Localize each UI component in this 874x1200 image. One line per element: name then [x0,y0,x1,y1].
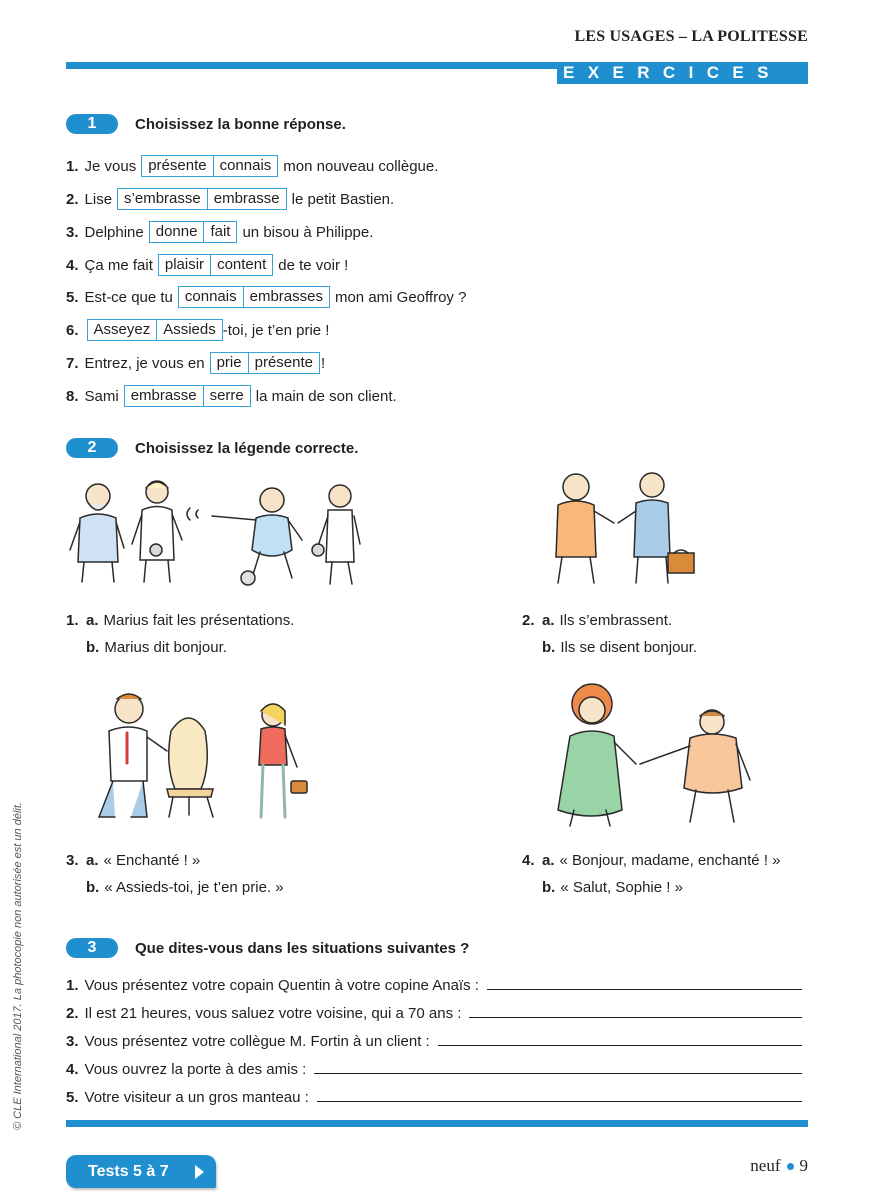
situation-text: Votre visiteur a un gros manteau : [84,1089,309,1106]
question-line [66,351,325,375]
caption-letter: b. [86,638,100,656]
choice-box [124,385,251,407]
caption-text[interactable]: Marius dit bonjour. [104,638,227,656]
caption-letter: a. [86,611,99,629]
choice-option[interactable]: Asseyez [93,321,151,338]
answer-blank[interactable] [438,1045,802,1046]
choice-option[interactable]: prie [216,354,242,371]
footer-rule [66,1120,808,1127]
question-text-after: mon ami Geoffroy ? [334,288,467,306]
exercise-title: Choisissez la légende correcte. [135,439,359,457]
answer-line [66,1056,802,1078]
page-number [750,1156,808,1176]
question-text-after: un bisou à Philippe. [242,223,374,241]
men-playing-petanque-illustration [62,470,362,590]
caption-number: 2. [522,611,535,629]
question-number: 4. [66,1061,79,1078]
caption-letter: b. [542,878,556,896]
couple-handshake-illustration [540,680,760,830]
question-number: 5. [66,1089,79,1106]
answer-blank[interactable] [317,1101,802,1102]
question-line [66,253,348,277]
choice-box [158,254,273,276]
question-text-before: Ça me fait [84,256,153,274]
man-offering-chair-illustration [85,685,325,830]
exercise-2-header [66,436,358,460]
tests-link-button[interactable] [66,1155,216,1188]
choice-option[interactable]: embrasse [207,189,286,209]
caption-option [66,609,294,631]
answer-line [66,1000,802,1022]
caption-option [522,609,672,631]
question-text-after: ! [320,354,326,372]
question-text-after: de te voir ! [278,256,349,274]
caption-option [86,876,284,898]
caption-option [86,636,227,658]
question-text-before: Entrez, je vous en [84,354,205,372]
question-text-before: Delphine [84,223,144,241]
exercise-number-badge: 2 [66,438,118,458]
exercise-number-badge: 3 [66,938,118,958]
caption-number: 3. [66,851,79,869]
question-number: 3. [66,1033,79,1050]
question-text-before: Lise [84,190,113,208]
play-arrow-icon [195,1165,204,1179]
answer-line [66,1028,802,1050]
question-line [66,384,397,408]
situation-text: Vous ouvrez la porte à des amis : [84,1061,307,1078]
question-number: 2. [66,1005,79,1022]
choice-box [141,155,278,177]
question-line [66,285,466,309]
choice-box [149,221,238,243]
question-line [66,154,438,178]
question-number: 3. [66,223,79,241]
choice-option[interactable]: présente [248,353,319,373]
caption-text[interactable]: « Enchanté ! » [103,851,201,869]
exercise-3-header [66,936,469,960]
question-text-before: Est-ce que tu [84,288,173,306]
situation-text: Il est 21 heures, vous saluez votre voisine, qui a 70 ans : [84,1005,462,1022]
question-number: 8. [66,387,79,405]
question-number: 1. [66,977,79,994]
choice-option[interactable]: embrasse [130,387,197,404]
answer-blank[interactable] [314,1073,802,1074]
choice-box [178,286,330,308]
choice-option[interactable]: serre [203,386,250,406]
question-text-after: la main de son client. [255,387,397,405]
caption-number: 4. [522,851,535,869]
answer-line [66,1084,802,1106]
answer-line [66,972,802,994]
copyright-note: © CLE International 2017. La photocopie non autorisée est un délit. [12,802,24,1130]
choice-option[interactable]: embrasses [243,287,329,307]
choice-box [117,188,287,210]
caption-number: 1. [66,611,79,629]
question-number: 4. [66,256,79,274]
question-text-after: mon nouveau collègue. [283,157,439,175]
choice-option[interactable]: Assieds [156,320,222,340]
caption-letter: a. [86,851,99,869]
caption-text[interactable]: Marius fait les présentations. [103,611,295,629]
question-line [66,220,373,244]
question-line [66,318,329,342]
caption-letter: a. [542,611,555,629]
page-number-digit: 9 [799,1156,808,1175]
exercices-banner: EXERCICES [557,62,808,84]
choice-option[interactable]: connais [213,156,278,176]
question-number: 6. [66,321,79,339]
choice-box [87,319,223,341]
answer-blank[interactable] [487,989,802,990]
choice-option[interactable]: présente [148,157,207,174]
choice-option[interactable]: connais [184,288,237,305]
question-number: 7. [66,354,79,372]
caption-text[interactable]: « Bonjour, madame, enchanté ! » [559,851,781,869]
bullet-dot-icon [787,1163,794,1170]
question-number: 2. [66,190,79,208]
question-line [66,187,394,211]
caption-letter: b. [542,638,556,656]
choice-option[interactable]: s’embrasse [124,190,201,207]
choice-option[interactable]: plaisir [164,256,205,273]
caption-option [542,876,683,898]
tests-label: Tests 5 à 7 [88,1162,169,1180]
caption-option [66,849,200,871]
choice-option[interactable]: donne [155,223,198,240]
exercise-title: Que dites-vous dans les situations suivantes ? [135,939,470,957]
caption-text[interactable]: Ils s’embrassent. [559,611,673,629]
question-text-after: le petit Bastien. [291,190,395,208]
caption-letter: b. [86,878,100,896]
exercise-number-badge: 1 [66,114,118,134]
question-text-before: Sami [84,387,119,405]
exercise-title: Choisissez la bonne réponse. [135,115,346,133]
situation-text: Vous présentez votre copain Quentin à votre copine Anaïs : [84,977,479,994]
choice-option[interactable]: content [210,255,272,275]
question-text-after: -toi, je t’en prie ! [222,321,330,339]
caption-option [542,636,697,658]
choice-option[interactable]: fait [203,222,236,242]
question-number: 5. [66,288,79,306]
businessmen-handshake-illustration [540,465,700,590]
page-header-title: LES USAGES – LA POLITESSE [574,28,808,45]
question-number: 1. [66,157,79,175]
caption-text[interactable]: « Assieds-toi, je t’en prie. » [104,878,284,896]
answer-blank[interactable] [469,1017,802,1018]
situation-text: Vous présentez votre collègue M. Fortin à un client : [84,1033,430,1050]
page-number-word: neuf [750,1156,781,1175]
caption-letter: a. [542,851,555,869]
exercise-1-header [66,112,346,136]
choice-box [210,352,320,374]
caption-option [522,849,781,871]
caption-text[interactable]: « Salut, Sophie ! » [560,878,683,896]
caption-text[interactable]: Ils se disent bonjour. [560,638,698,656]
question-text-before: Je vous [84,157,137,175]
